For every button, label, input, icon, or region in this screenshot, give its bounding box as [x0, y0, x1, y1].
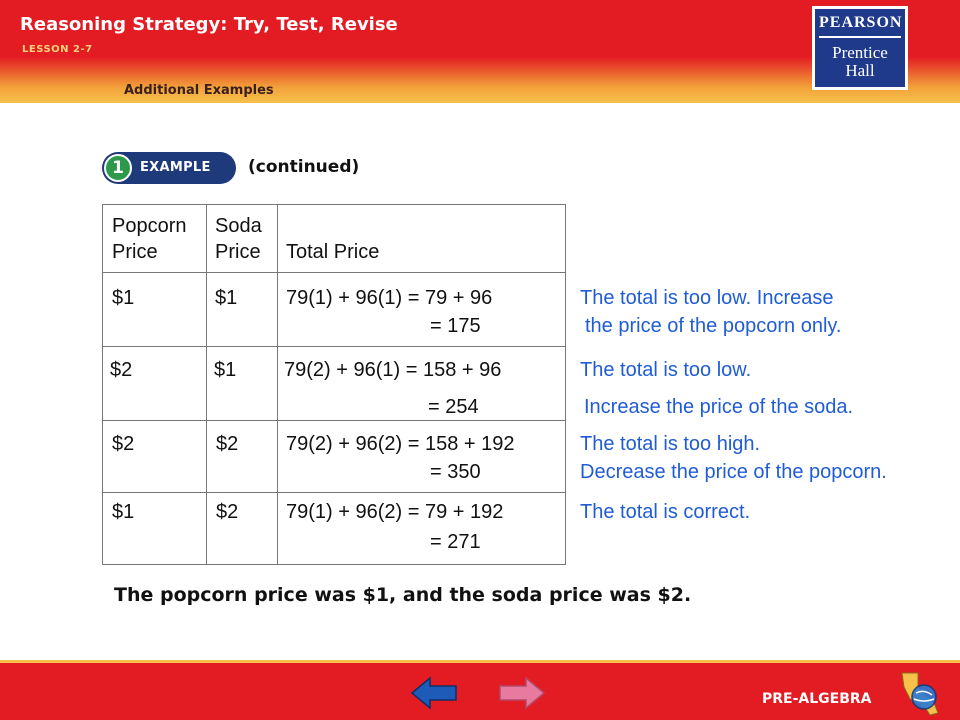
row2-result: = 254 [428, 396, 479, 418]
row4-result: = 271 [430, 531, 481, 553]
row4-popcorn: $1 [112, 501, 135, 523]
header-popcorn-price: Price [112, 241, 158, 263]
row2-expression: 79(2) + 96(1) = 158 + 96 [284, 359, 502, 381]
row1-expression: 79(1) + 96(1) = 79 + 96 [286, 287, 493, 309]
table-top-border [102, 204, 565, 205]
page-title: Reasoning Strategy: Try, Test, Revise [20, 14, 398, 35]
header-soda: Soda [215, 215, 262, 237]
continued-label: (continued) [248, 157, 360, 177]
row3-result: = 350 [430, 461, 481, 483]
publisher-logo [812, 6, 908, 90]
table-row-divider [102, 272, 565, 273]
conclusion-text: The popcorn price was $1, and the soda price was $2. [114, 584, 692, 606]
table-right-border [565, 204, 566, 565]
lesson-label: LESSON 2-7 [22, 44, 93, 55]
table-bottom-border [102, 564, 565, 565]
logo-pearson-text: PEARSON [819, 9, 901, 38]
arrow-right-icon [498, 676, 546, 710]
row1-popcorn: $1 [112, 287, 135, 309]
row4-soda: $2 [216, 501, 239, 523]
row3-note-line1: The total is too high. [580, 433, 761, 455]
row4-note-line1: The total is correct. [580, 501, 751, 523]
footer-bar [0, 660, 960, 720]
row3-popcorn: $2 [112, 433, 135, 455]
table-row-divider [102, 346, 565, 347]
header-soda-price: Price [215, 241, 261, 263]
california-state-icon [896, 669, 944, 719]
row2-popcorn: $2 [110, 359, 133, 381]
table-left-border [102, 204, 103, 565]
next-slide-button[interactable] [498, 676, 546, 710]
row3-soda: $2 [216, 433, 239, 455]
row2-note-line1: The total is too low. [580, 359, 752, 381]
example-badge [102, 152, 236, 184]
previous-slide-button[interactable] [410, 676, 458, 710]
table-column-divider [206, 204, 207, 565]
row1-soda: $1 [215, 287, 238, 309]
section-subtitle: Additional Examples [124, 83, 274, 98]
row3-expression: 79(2) + 96(2) = 158 + 192 [286, 433, 515, 455]
logo-hall-text: Hall [845, 61, 875, 80]
row1-result: = 175 [430, 315, 481, 337]
table-row-divider [102, 492, 565, 493]
header-popcorn: Popcorn [112, 215, 187, 237]
table-column-divider [277, 204, 278, 565]
header-banner [0, 0, 960, 103]
row4-expression: 79(1) + 96(2) = 79 + 192 [286, 501, 504, 523]
table-row-divider [102, 420, 565, 421]
header-total-price: Total Price [286, 241, 380, 263]
course-label: PRE-ALGEBRA [762, 691, 872, 707]
row1-note-line2: the price of the popcorn only. [585, 315, 842, 337]
logo-prentice-text: Prentice [832, 43, 888, 62]
row2-note-line2: Increase the price of the soda. [584, 396, 854, 418]
arrow-left-icon [410, 676, 458, 710]
row2-soda: $1 [214, 359, 237, 381]
example-label: EXAMPLE [140, 160, 211, 175]
example-number: 1 [104, 154, 132, 182]
row3-note-line2: Decrease the price of the popcorn. [580, 461, 887, 483]
row1-note-line1: The total is too low. Increase [580, 287, 834, 309]
